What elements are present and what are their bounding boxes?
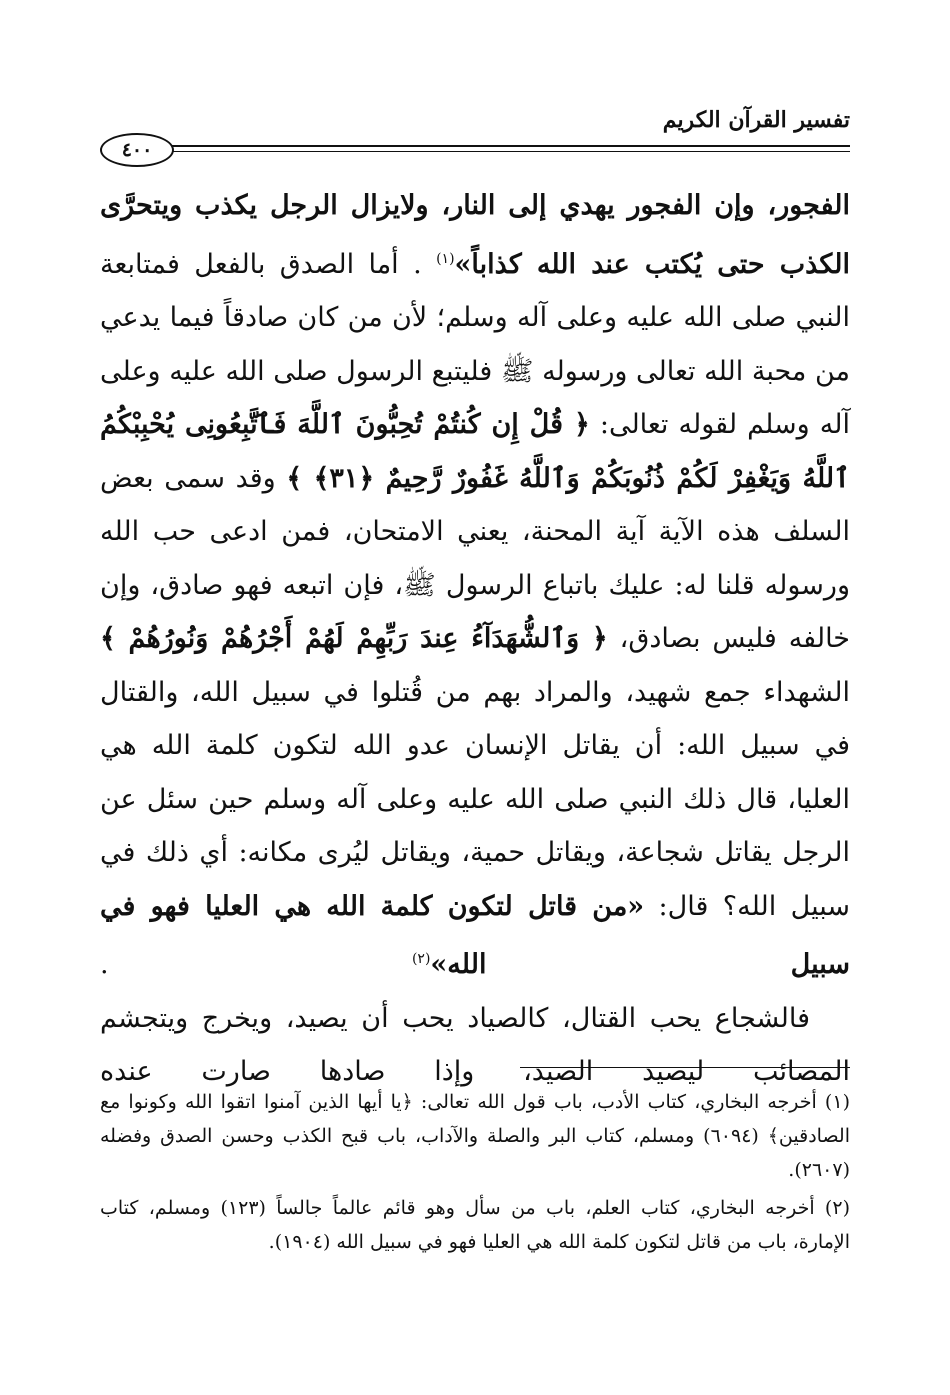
header-rule: [160, 145, 850, 152]
footnote-rule: [520, 1067, 850, 1068]
paragraph-2: فالشجاع يحب القتال، كالصياد يحب أن يصيد، ويخرج ويتجشم المصائب ليصيد الصيد، وإذا صادها صارت عنده: [100, 1002, 850, 1087]
quran-verse-2: ﴿ وَٱلشُّهَدَآءُ عِندَ رَبِّهِمْ لَهُمْ أَجْرُهُمْ وَنُورُهُمْ ﴾: [100, 623, 608, 654]
running-title: تفسير القرآن الكريم: [662, 107, 850, 133]
paragraph-text: الشهداء جمع شهيد، والمراد بهم من قُتلوا في سبيل الله، والقتال في سبيل الله: أن يقاتل الإنسان عدو الله لتكون كلمة الله هي العليا، قال ذلك النبي صلى الله عليه وعلى آله وسلم حين سئل عن الرجل يقاتل شجاعة، ويقاتل حمية، ويقاتل ليُرى مكانه: أي ذلك في سبيل الله؟ قال:: [100, 676, 850, 922]
hadith-2-text: «من قاتل لتكون كلمة الله هي العليا فهو في سبيل الله»: [100, 890, 850, 980]
footnote-2: (٢) أخرجه البخاري، كتاب العلم، باب من سأل وهو قائم عالماً جالساً (١٢٣) ومسلم، كتاب الإمارة، باب من قاتل لتكون كلمة الله هي العليا فهو في سبيل الله (١٩٠٤).: [100, 1197, 850, 1253]
paragraph-text: وقد سمى بعض السلف هذه الآية آية المحنة، يعني الامتحان، فمن ادعى حب الله ورسوله قلنا له: عليك باتباع الرسول ﷺ، فإن اتبعه فهو صادق، وإن خالفه فليس بصادق،: [100, 462, 850, 654]
footnotes: [100, 1085, 850, 1263]
hadith-1-text: الفجور، وإن الفجور يهدي إلى النار، ولايزال الرجل يكذب ويتحرَّى الكذب حتى يُكتب عند الله كذاباً»: [100, 190, 850, 280]
paragraph-text: . أما الصدق بالفعل فمتابعة النبي صلى الله عليه وعلى آله وسلم؛ لأن من كان صادقاً فيما يدعي من محبة الله تعالى ورسوله ﷺ فليتبع الرسول صلى الله عليه وعلى آله وسلم لقوله تعالى:: [100, 248, 851, 440]
paragraph-text: .: [100, 949, 412, 980]
body-text: [100, 179, 850, 1099]
quran-verse-1: ﴿ قُلْ إِن كُنتُمْ تُحِبُّونَ ٱللَّهَ فَٱتَّبِعُونِى يُحْبِبْكُمُ ٱللَّهُ وَيَغْفِرْ لَكُمْ ذُنُوبَكُمْ وَٱللَّهُ غَفُورٌ رَّحِيمٌ ﴿٣١﴾ ﴾: [100, 409, 850, 494]
footnote-1: (١) أخرجه البخاري، كتاب الأدب، باب قول الله تعالى: ﴿يا أيها الذين آمنوا اتقوا الله وكونوا مع الصادقين﴾ (٦٠٩٤) ومسلم، كتاب البر والصلة والآداب، باب قبح الكذب وحسن الصدق وفضله (٢٦٠٧).: [100, 1091, 850, 1181]
footnote-ref-2: (٢): [411, 951, 431, 967]
page-number: ٤٠٠: [100, 133, 174, 167]
footnote-ref-1: (١): [436, 250, 455, 267]
paragraph-1: [100, 179, 850, 992]
